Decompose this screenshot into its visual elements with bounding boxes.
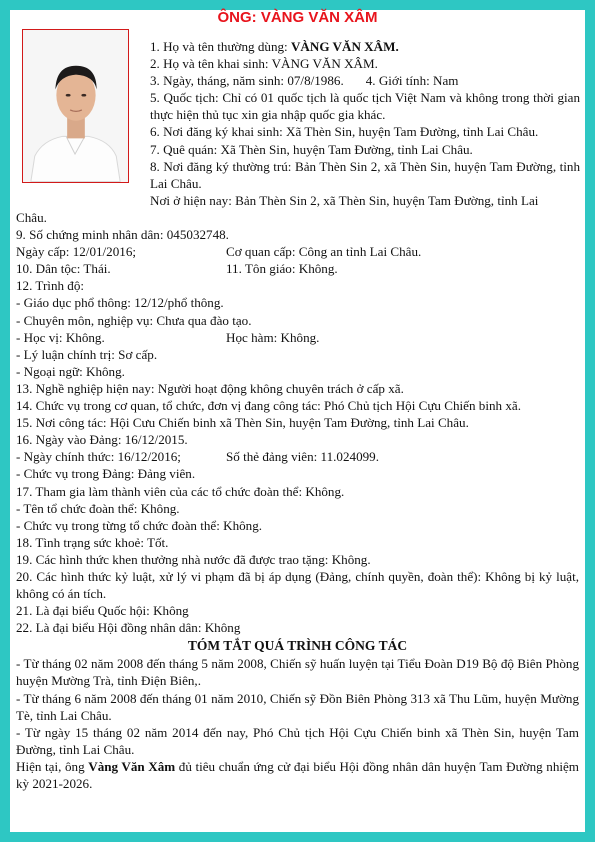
birth-date: 3. Ngày, tháng, năm sinh: 07/8/1986. xyxy=(150,73,344,89)
party-official-row xyxy=(16,448,579,465)
id-issuer: Cơ quan cấp: Công an tỉnh Lai Châu. xyxy=(226,244,422,260)
nationality: 5. Quốc tịch: Chỉ có 01 quốc tịch là quốc tịch Việt Nam và không trong thời gian thực hiện thủ tục xin gia nhập quốc gia khác. xyxy=(150,90,580,123)
conclusion-text-start: Hiện tại, ông xyxy=(16,758,89,774)
permanent-residence: 8. Nơi đăng ký thường trú: Bản Thèn Sin 2, xã Thèn Sin, huyện Tam Đường, tỉnh Lai Châu. xyxy=(150,158,580,191)
id-number: 9. Số chứng minh nhân dân: 045032748. xyxy=(16,227,229,243)
id-issue-row xyxy=(16,243,579,260)
religion: 11. Tôn giáo: Không. xyxy=(226,261,338,277)
ethnicity-religion-row xyxy=(16,260,579,277)
occupation: 13. Nghề nghiệp hiện nay: Người hoạt động không chuyên trách ở cấp xã. xyxy=(16,380,404,396)
organization-position: - Chức vụ trong từng tổ chức đoàn thể: Không. xyxy=(16,517,263,533)
education-heading: 12. Trình độ: xyxy=(16,278,85,294)
portrait-image xyxy=(23,30,128,182)
id-issue-date: Ngày cấp: 12/01/2016; xyxy=(16,244,137,260)
academic-degree: - Học vị: Không. xyxy=(16,329,105,345)
career-item: - Từ ngày 15 tháng 02 năm 2014 đến nay, Phó Chủ tịch Hội Cựu Chiến binh xã Thèn Sin, huyện Tam Đường, tỉnh Lai Châu. xyxy=(16,724,579,757)
health-status: 18. Tình trạng sức khoẻ: Tốt. xyxy=(16,534,169,550)
ethnicity: 10. Dân tộc: Thái. xyxy=(16,261,111,277)
current-residence: Nơi ở hiện nay: Bản Thèn Sin 2, xã Thèn Sin, huyện Tam Đường, tỉnh Lai xyxy=(150,192,539,208)
organization-name: - Tên tổ chức đoàn thể: Không. xyxy=(16,500,180,516)
common-name xyxy=(150,38,580,55)
career-item: - Từ tháng 6 năm 2008 đến tháng 01 năm 2010, Chiến sỹ Đồn Biên Phòng 313 xã Thu Lũm, huyện Mường Tè, tỉnh Lai Châu. xyxy=(16,690,579,723)
birth-name: 2. Họ và tên khai sinh: VÀNG VĂN XÂM. xyxy=(150,56,378,72)
profile-document xyxy=(16,8,580,791)
party-card-number: Số thẻ đảng viên: 11.024099. xyxy=(226,449,379,465)
page-title: ÔNG: VÀNG VĂN XÂM xyxy=(217,9,378,26)
degree-row xyxy=(16,329,579,346)
portrait-photo xyxy=(22,29,129,183)
discipline: 20. Các hình thức kỷ luật, xử lý vi phạm đã bị áp dụng (Đảng, chính quyền, đoàn thể): Không bị kỷ luật, không có án tích. xyxy=(16,568,579,602)
organizations: 17. Tham gia làm thành viên của các tổ chức đoàn thể: Không. xyxy=(16,483,345,499)
birth-date-gender xyxy=(150,72,580,89)
bio-main-block xyxy=(16,209,579,792)
conclusion-text-end: đủ tiêu chuẩn ứng cử đại biểu Hội đồng nhân dân huyện Tam Đường nhiệm kỳ 2021-2026. xyxy=(16,758,579,791)
common-name-value: VÀNG VĂN XÂM. xyxy=(290,39,399,54)
position: 14. Chức vụ trong cơ quan, tổ chức, đơn vị đang công tác: Phó Chủ tịch Hội Cựu Chiến binh xã. xyxy=(16,398,521,414)
birth-registration-place: 6. Nơi đăng ký khai sinh: Xã Thèn Sin, huyện Tam Đường, tỉnh Lai Châu. xyxy=(150,124,539,140)
workplace: 15. Nơi công tác: Hội Cưu Chiến binh xã Thèn Sin, huyện Tam Đường, tỉnh Lai Châu. xyxy=(16,415,469,431)
party-official-date: - Ngày chính thức: 16/12/2016; xyxy=(16,449,181,465)
common-name-label: 1. Họ và tên thường dùng: xyxy=(150,39,291,54)
general-education: - Giáo dục phổ thông: 12/12/phổ thông. xyxy=(16,295,224,311)
gender: 4. Giới tính: Nam xyxy=(365,73,459,89)
conclusion-name: Vàng Văn Xâm xyxy=(88,758,176,774)
professional-training: - Chuyên môn, nghiệp vụ: Chưa qua đào tạo. xyxy=(16,312,252,328)
foreign-language: - Ngoại ngữ: Không. xyxy=(16,363,125,379)
career-heading: TÓM TẮT QUÁ TRÌNH CÔNG TÁC xyxy=(187,638,408,654)
career-item: - Từ tháng 02 năm 2008 đến tháng 5 năm 2008, Chiến sỹ huấn luyện tại Tiểu Đoàn D19 Bộ độ Biên Phòng huyện Mường Trà, tỉnh Điện Biên,. xyxy=(16,656,579,689)
political-theory: - Lý luận chính trị: Sơ cấp. xyxy=(16,346,158,362)
academic-title: Học hàm: Không. xyxy=(226,329,320,345)
hometown: 7. Quê quán: Xã Thèn Sin, huyện Tam Đường, tỉnh Lai Châu. xyxy=(150,141,473,157)
awards: 19. Các hình thức khen thưởng nhà nước đã được trao tặng: Không. xyxy=(16,551,371,567)
current-residence-cont: Châu. xyxy=(16,210,47,225)
party-join-date: 16. Ngày vào Đảng: 16/12/2015. xyxy=(16,432,188,448)
national-assembly-delegate: 21. Là đại biểu Quốc hội: Không xyxy=(16,603,189,619)
career-conclusion xyxy=(16,758,579,792)
party-position: - Chức vụ trong Đảng: Đảng viên. xyxy=(16,466,196,482)
bio-top-block xyxy=(150,38,580,209)
council-delegate: 22. Là đại biểu Hội đồng nhân dân: Không xyxy=(16,620,241,636)
